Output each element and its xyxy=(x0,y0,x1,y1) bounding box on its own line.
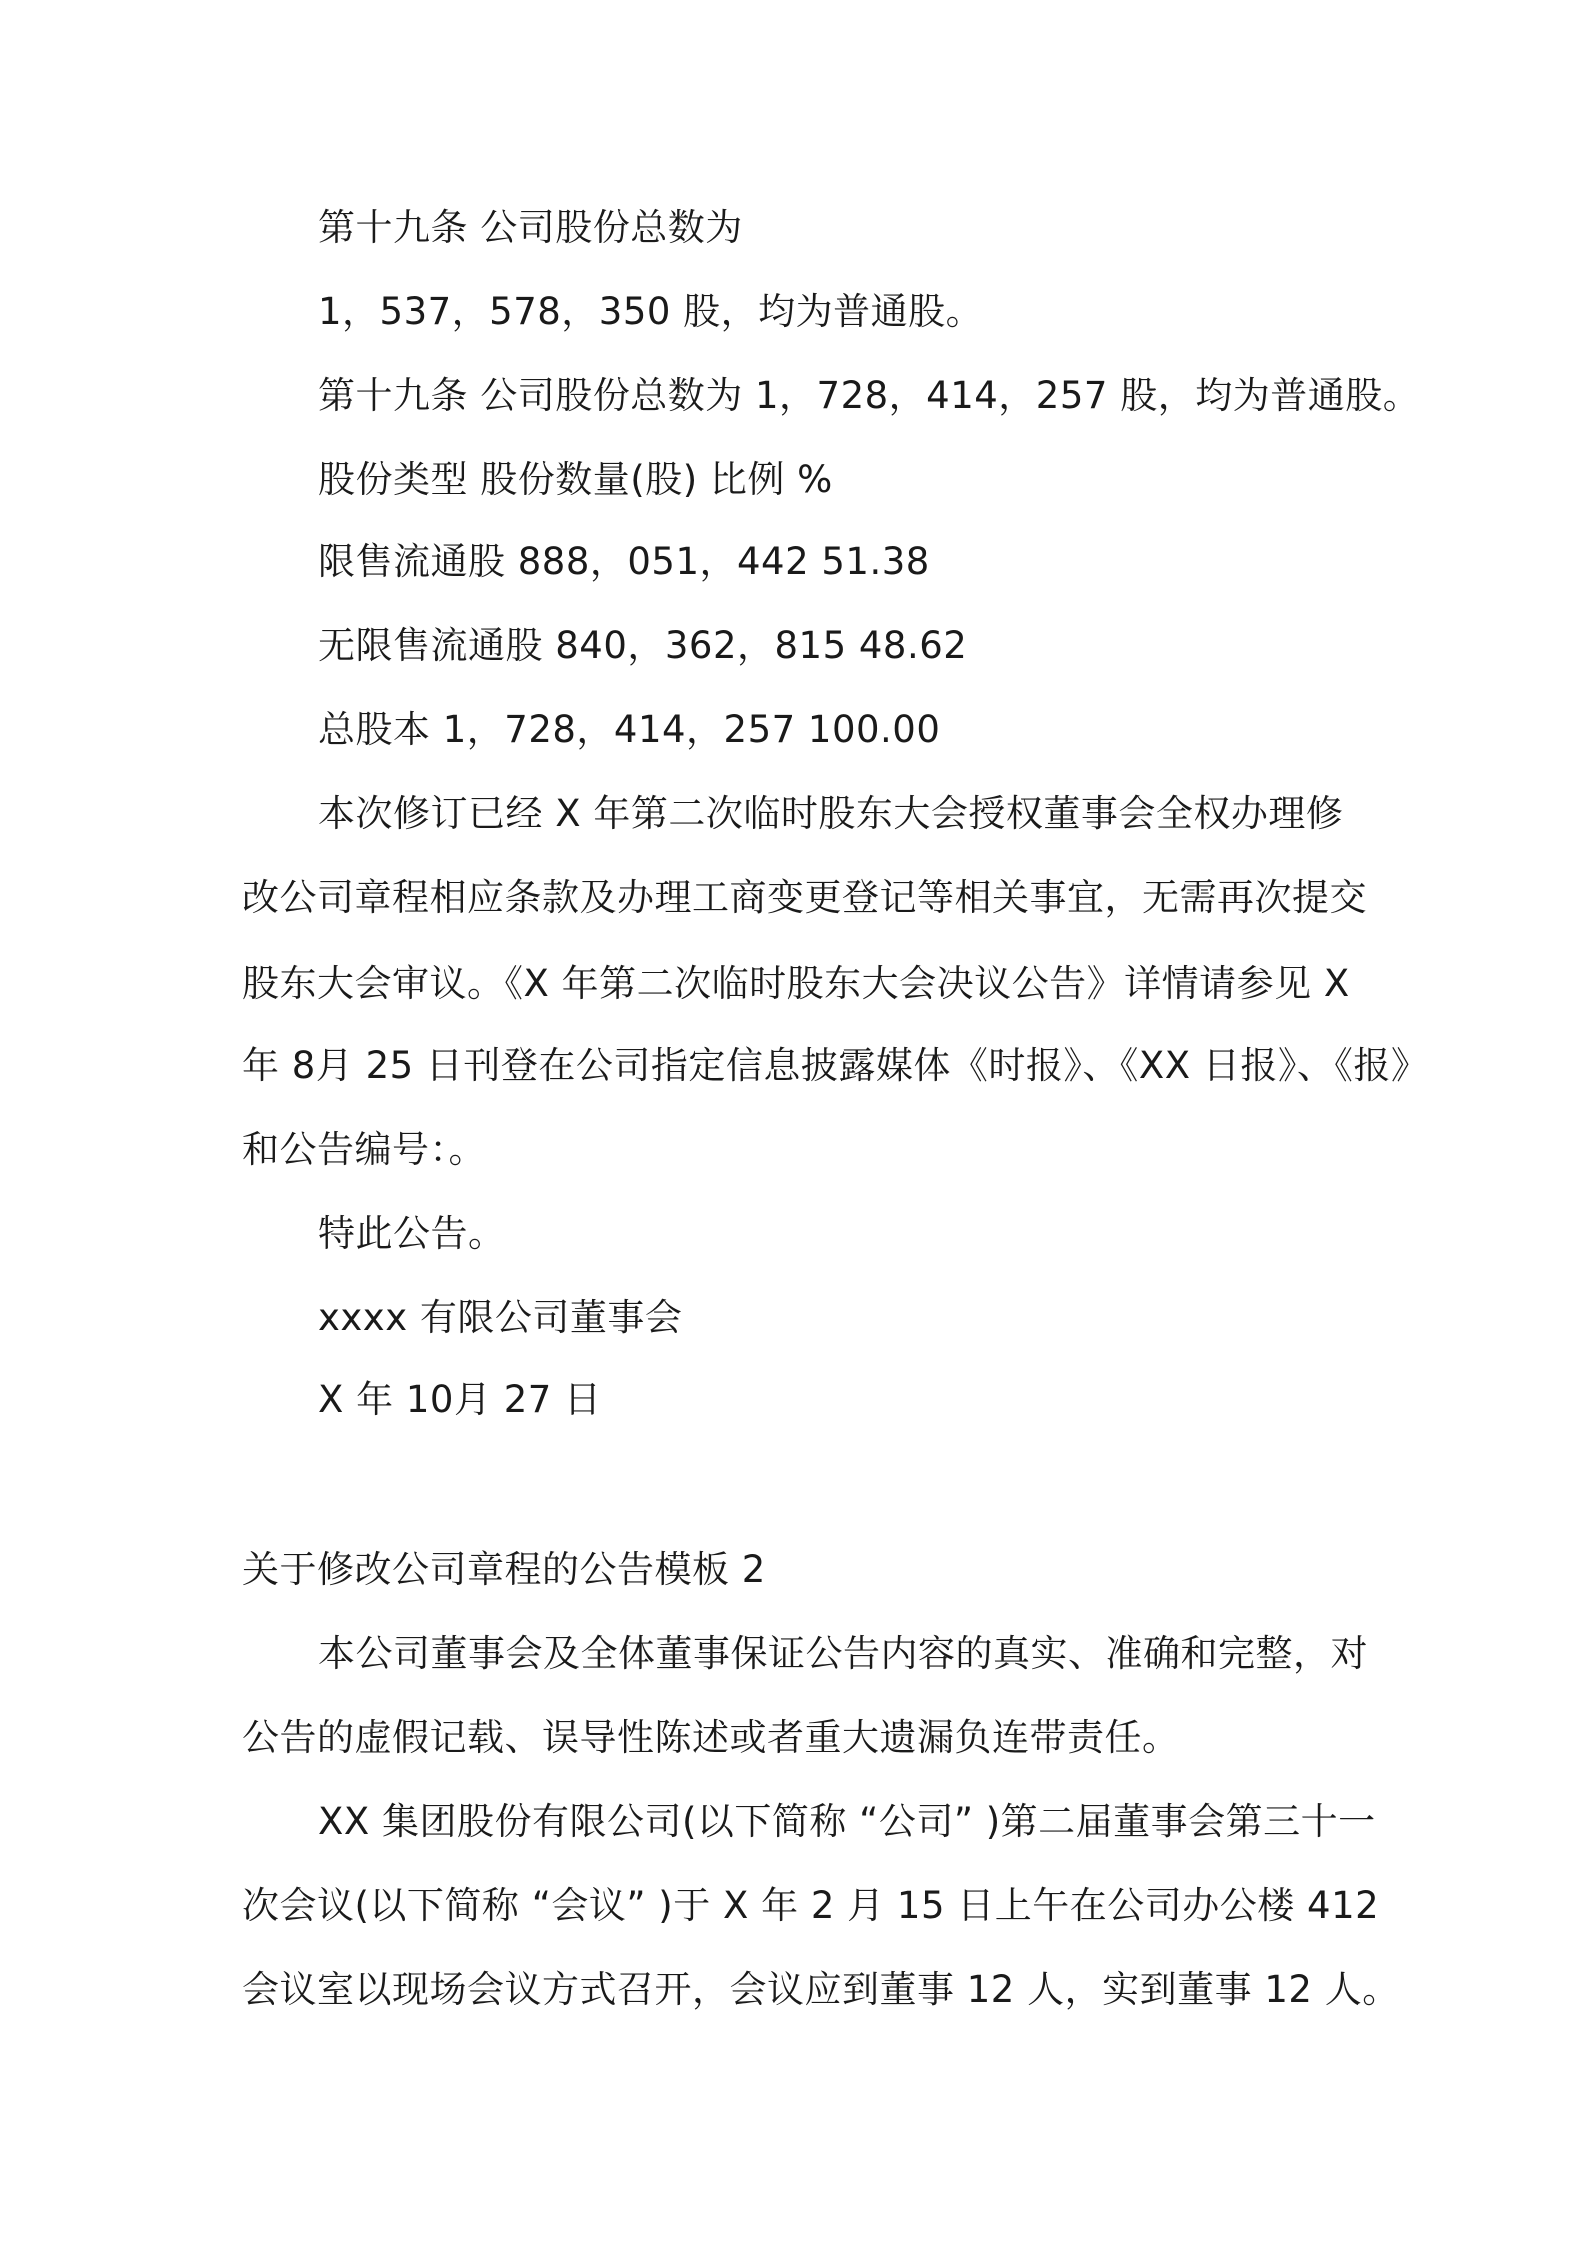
revision-paragraph-line-2: 改公司章程相应条款及办理工商变更登记等相关事宜，无需再次提交 xyxy=(242,876,1367,919)
template-2-para-2-line-1: XX 集团股份有限公司(以下简称 “公司” )第二届董事会第三十一 xyxy=(318,1800,1376,1843)
share-table-header: 股份类型 股份数量(股) 比例 % xyxy=(318,458,833,501)
share-table-row-total: 总股本 1，728，414，257 100.00 xyxy=(318,708,941,751)
template-2-para-2-line-3: 会议室以现场会议方式召开，会议应到董事 12 人，实到董事 12 人。 xyxy=(242,1968,1400,2011)
revision-paragraph-line-3: 股东大会审议。《X 年第二次临时股东大会决议公告》详情请参见 X xyxy=(242,962,1350,1005)
share-table-row-restricted: 限售流通股 888，051，442 51.38 xyxy=(318,540,930,583)
article-19-old-heading: 第十九条 公司股份总数为 xyxy=(318,206,743,249)
template-2-para-1-line-2: 公告的虚假记载、误导性陈述或者重大遗漏负连带责任。 xyxy=(242,1716,1180,1759)
revision-paragraph-line-4: 年 8月 25 日刊登在公司指定信息披露媒体《时报》、《XX 日报》、《报》 xyxy=(242,1044,1429,1087)
template-2-para-2-line-2: 次会议(以下简称 “会议” )于 X 年 2 月 15 日上午在公司办公楼 412 xyxy=(242,1884,1380,1927)
signature-date: X 年 10月 27 日 xyxy=(318,1378,602,1421)
template-2-para-1-line-1: 本公司董事会及全体董事保证公告内容的真实、准确和完整，对 xyxy=(318,1632,1368,1675)
closing-notice: 特此公告。 xyxy=(318,1212,506,1255)
share-table-row-unrestricted: 无限售流通股 840，362，815 48.62 xyxy=(318,624,968,667)
article-19-new: 第十九条 公司股份总数为 1，728，414，257 股，均为普通股。 xyxy=(318,374,1421,417)
article-19-old-shares: 1，537，578，350 股，均为普通股。 xyxy=(318,290,984,333)
signature-board: xxxx 有限公司董事会 xyxy=(318,1296,683,1339)
template-2-title: 关于修改公司章程的公告模板 2 xyxy=(242,1548,766,1591)
revision-paragraph-line-1: 本次修订已经 X 年第二次临时股东大会授权董事会全权办理修 xyxy=(318,792,1344,835)
revision-paragraph-line-5: 和公告编号：。 xyxy=(242,1128,486,1171)
